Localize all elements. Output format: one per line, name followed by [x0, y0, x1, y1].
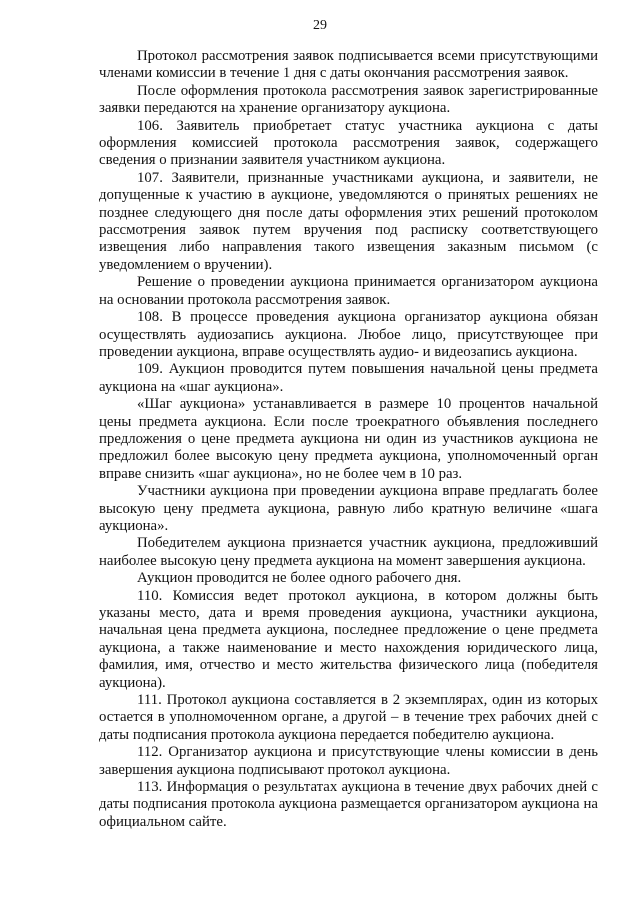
paragraph-109: 109. Аукцион проводится путем повышения начальной цены предмета аукциона на «шаг аукциона». [99, 361, 598, 395]
paragraph-duration: Аукцион проводится не более одного рабочего дня. [137, 570, 462, 587]
paragraph-participant-offers: Участники аукциона при проведении аукциона вправе предлагать более высокую цену предмета аукциона, равную либо кратную величине «шага аукциона». [99, 483, 598, 534]
paragraph-auction-decision: Решение о проведении аукциона принимается организатором аукциона на основании протокола рассмотрения заявок. [99, 274, 598, 308]
document-body [99, 48, 598, 831]
paragraph-108: 108. В процессе проведения аукциона организатор аукциона обязан осуществлять аудиозапись аукциона. Любое лицо, присутствующее при проведении аукциона, вправе осуществлять аудио- и видеозапись аукциона. [99, 309, 598, 360]
paragraph-auction-step: «Шаг аукциона» устанавливается в размере 10 процентов начальной цены предмета аукциона. Если после троекратного объявления последнего предложения о цене предмета аукциона ни один из участников аукциона не предложил более высокую цену предмета аукциона, уполномоченный орган вправе снизить «шаг аукциона», но не более чем в 10 раз. [99, 396, 598, 482]
paragraph-winner: Победителем аукциона признается участник аукциона, предложивший наиболее высокую цену предмета аукциона на момент завершения аукциона. [99, 535, 598, 569]
paragraph-111: 111. Протокол аукциона составляется в 2 экземплярах, один из которых остается в уполномоченном органе, а другой – в течение трех рабочих дней с даты подписания протокола аукциона передается победителю аукциона. [99, 692, 598, 743]
paragraph-protocol-signing: Протокол рассмотрения заявок подписывается всеми присутствующими членами комиссии в течение 1 дня с даты окончания рассмотрения заявок. [99, 48, 598, 82]
paragraph-106: 106. Заявитель приобретает статус участника аукциона с даты оформления комиссией протокола рассмотрения заявок, содержащего сведения о признании заявителя участником аукциона. [99, 117, 598, 169]
paragraph-112: 112. Организатор аукциона и присутствующие члены комиссии в день завершения аукциона подписывают протокол аукциона. [99, 744, 598, 778]
page-number: 29 [313, 18, 327, 33]
paragraph-110: 110. Комиссия ведет протокол аукциона, в котором должны быть указаны место, дата и время проведения аукциона, участники аукциона, начальная цена предмета аукциона, последнее предложение о цене предмета аукциона, а также наименование и место нахождения юридического лица, фамилия, имя, отчество и место жительства физического лица (победителя аукциона). [99, 587, 598, 691]
paragraph-applications-storage: После оформления протокола рассмотрения заявок зарегистрированные заявки передаются на хранение организатору аукциона. [99, 82, 598, 117]
paragraph-113: 113. Информация о результатах аукциона в течение двух рабочих дней с даты подписания протокола аукциона размещается организатором аукциона на официальном сайте. [99, 779, 598, 830]
paragraph-107: 107. Заявители, признанные участниками аукциона, и заявители, не допущенные к участию в аукционе, уведомляются о принятых решениях не позднее следующего дня после даты оформления этих решений протоколом рассмотрения заявок путем вручения под расписку соответствующего извещения либо направления такого извещения заказным письмом (с уведомлением о вручении). [99, 169, 598, 273]
